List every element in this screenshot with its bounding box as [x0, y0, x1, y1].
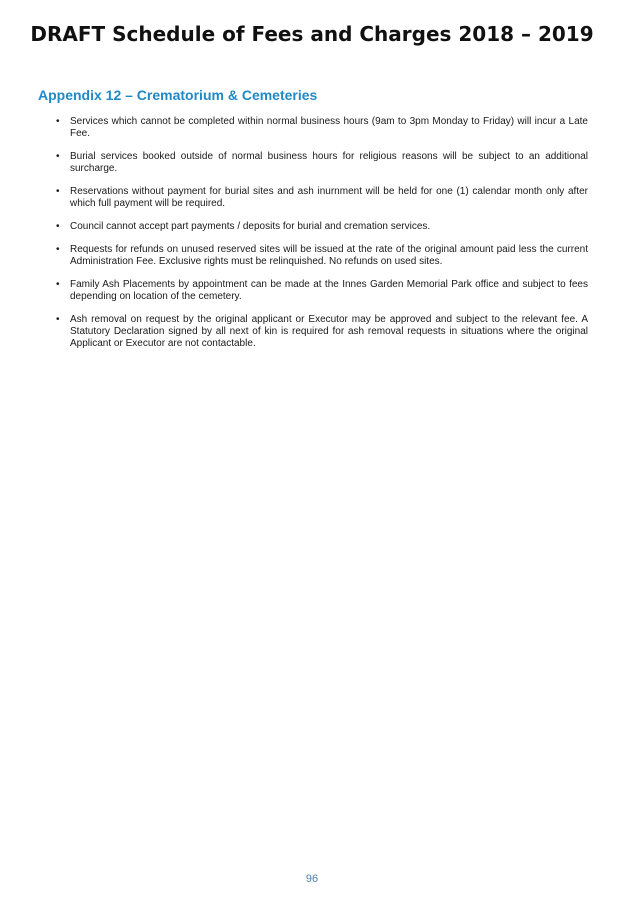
list-item — [53, 314, 588, 350]
list-item-text: Ash removal on request by the original applicant or Executor may be approved and subject to the relevant fee. A Statutory Declaration signed by all next of kin is required for ash removal requests in situations where the original Applicant or Executor are not contactable. — [70, 314, 588, 349]
bullet-icon: • — [56, 221, 60, 232]
bullet-icon: • — [56, 314, 60, 325]
bullet-icon: • — [56, 279, 60, 290]
bullet-icon: • — [56, 116, 60, 127]
list-item-text: Reservations without payment for burial sites and ash inurnment will be held for one (1) calendar month only after which full payment will be required. — [70, 186, 588, 209]
list-item — [53, 151, 588, 175]
list-item — [53, 244, 588, 268]
list-item-text: Services which cannot be completed within normal business hours (9am to 3pm Monday to Friday) will incur a Late Fee. — [70, 116, 588, 139]
section-heading: Appendix 12 – Crematorium & Cemeteries — [38, 87, 318, 103]
page-number: 96 — [305, 873, 319, 885]
list-item — [53, 279, 588, 303]
list-item-text: Burial services booked outside of normal business hours for religious reasons will be subject to an additional surcharge. — [70, 151, 588, 174]
bullet-icon: • — [56, 244, 60, 255]
list-item — [53, 221, 588, 233]
bullet-icon: • — [56, 151, 60, 162]
list-item-text: Council cannot accept part payments / deposits for burial and cremation services. — [70, 221, 431, 232]
list-item — [53, 186, 588, 210]
list-item-text: Family Ash Placements by appointment can be made at the Innes Garden Memorial Park office and subject to fees depending on location of the cemetery. — [70, 279, 588, 302]
bullet-icon: • — [56, 186, 60, 197]
list-item-text: Requests for refunds on unused reserved sites will be issued at the rate of the original amount paid less the current Administration Fee. Exclusive rights must be relinquished. No refunds on used sites. — [70, 244, 588, 267]
page-title: DRAFT Schedule of Fees and Charges 2018 – 2019 — [30, 22, 594, 46]
bullet-list — [53, 116, 588, 361]
list-item — [53, 116, 588, 140]
